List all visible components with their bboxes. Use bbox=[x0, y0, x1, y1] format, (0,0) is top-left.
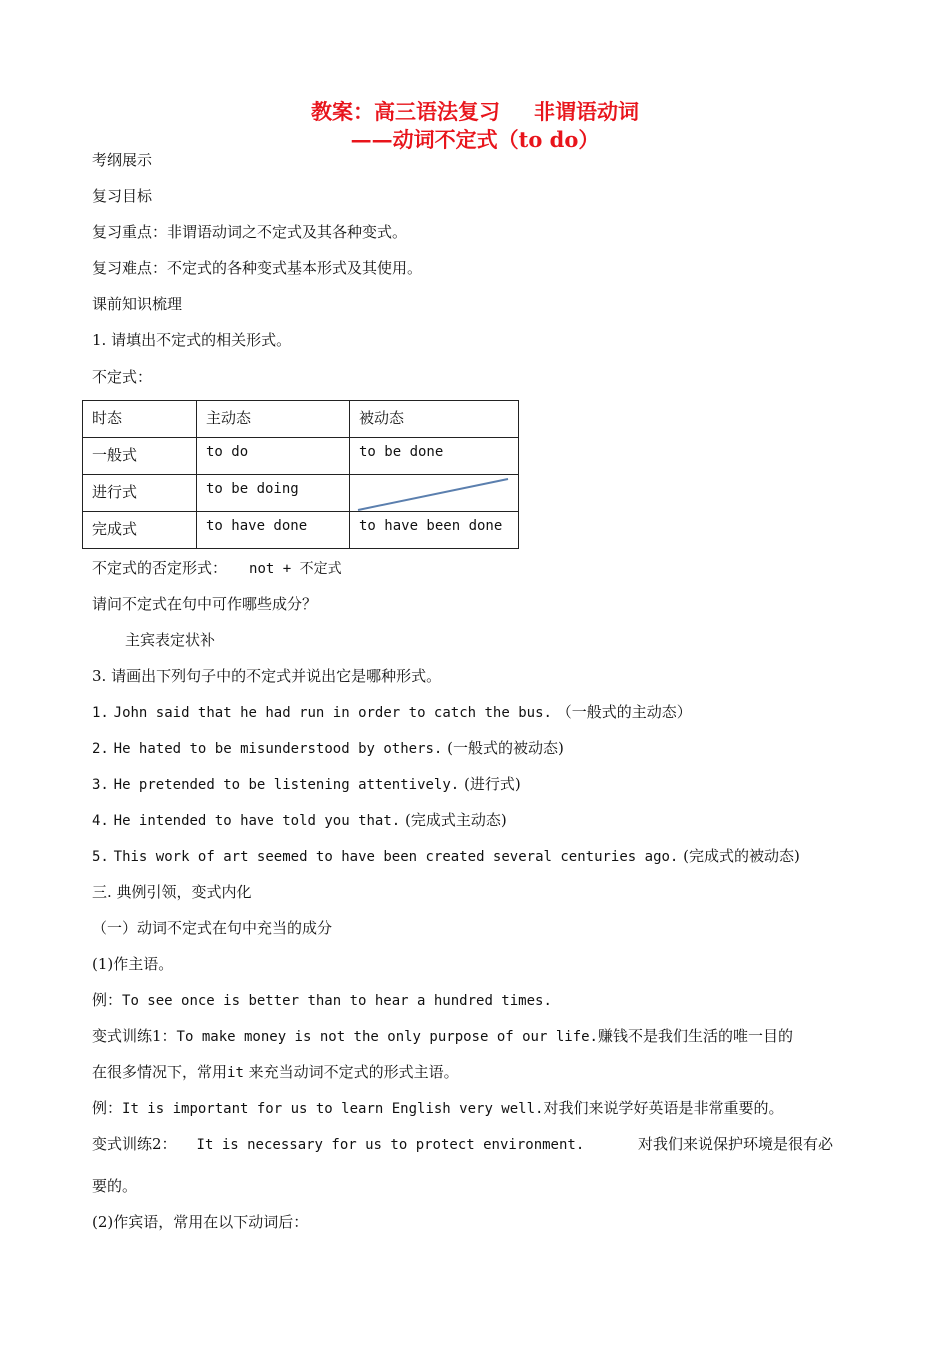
sentence-num: 2. bbox=[92, 741, 109, 757]
cell-active: to be doing bbox=[197, 475, 350, 512]
example-1 bbox=[92, 990, 552, 1011]
example-translation: 对我们来说学好英语是非常重要的。 bbox=[543, 1099, 784, 1117]
example-label: 例： bbox=[92, 1099, 123, 1117]
pre-class-heading: 课前知识梳理 bbox=[92, 295, 183, 313]
example-2 bbox=[92, 1098, 783, 1119]
drill-1 bbox=[92, 1026, 793, 1047]
note-text-a: 在很多情况下，常用 bbox=[92, 1063, 228, 1081]
negation-line bbox=[92, 558, 342, 579]
cell-tense: 一般式 bbox=[83, 438, 197, 475]
goals-heading: 复习目标 bbox=[92, 187, 153, 205]
table-header-row bbox=[83, 401, 519, 438]
sentence-note: (完成式主动态) bbox=[405, 811, 507, 829]
outline-heading: 考纲展示 bbox=[92, 151, 153, 169]
section-3-sub-1: （一）动词不定式在句中充当的成分 bbox=[92, 919, 333, 937]
negation-form: not + 不定式 bbox=[249, 561, 342, 577]
note-text-it: it bbox=[227, 1065, 244, 1081]
example-label: 例： bbox=[92, 991, 123, 1009]
example-text: It is important for us to learn English very well. bbox=[122, 1101, 544, 1117]
sentence-note: （一般式的主动态） bbox=[556, 703, 692, 721]
infinitive-label: 不定式： bbox=[92, 368, 153, 386]
drill-translation: 赚钱不是我们生活的唯一目的 bbox=[597, 1027, 793, 1045]
sentence-num: 5. bbox=[92, 849, 109, 865]
sentence-1 bbox=[92, 702, 692, 723]
drill-label: 变式训练2： bbox=[92, 1135, 177, 1153]
sentence-num: 3. bbox=[92, 777, 109, 793]
cell-passive: to have been done bbox=[350, 512, 519, 549]
question-2: 请问不定式在句中可作哪些成分？ bbox=[92, 595, 318, 613]
it-subject-note bbox=[92, 1062, 459, 1083]
cell-passive-empty bbox=[350, 475, 519, 512]
sentence-num: 4. bbox=[92, 813, 109, 829]
example-text: To see once is better than to hear a hundred times. bbox=[122, 993, 552, 1009]
title-line-2: ——动词不定式（to do） bbox=[350, 127, 600, 152]
sentence-5 bbox=[92, 846, 800, 867]
table-row bbox=[83, 512, 519, 549]
cell-tense: 进行式 bbox=[83, 475, 197, 512]
negation-label: 不定式的否定形式： bbox=[92, 559, 228, 577]
title-line-1 bbox=[0, 96, 950, 126]
cell-active: to have done bbox=[197, 512, 350, 549]
table-row bbox=[83, 438, 519, 475]
question-2-answer: 主宾表定状补 bbox=[125, 631, 216, 649]
question-1: 1. 请填出不定式的相关形式。 bbox=[92, 331, 292, 349]
sentence-2 bbox=[92, 738, 564, 759]
sentence-text: He hated to be misunderstood by others. bbox=[113, 741, 443, 757]
item-subject: (1)作主语。 bbox=[92, 955, 174, 973]
cell-passive: to be done bbox=[350, 438, 519, 475]
key-points: 复习重点：非谓语动词之不定式及其各种变式。 bbox=[92, 223, 408, 241]
sentence-text: He pretended to be listening attentively. bbox=[113, 777, 460, 793]
question-3: 3. 请画出下列句子中的不定式并说出它是哪种形式。 bbox=[92, 667, 442, 685]
infinitive-forms-table bbox=[82, 400, 519, 549]
cell-active: to do bbox=[197, 438, 350, 475]
item-object: (2)作宾语，常用在以下动词后： bbox=[92, 1213, 309, 1231]
drill-2-continued: 要的。 bbox=[92, 1177, 138, 1195]
title-part-1: 教案：高三语法复习 bbox=[311, 99, 500, 124]
sentence-4 bbox=[92, 810, 507, 831]
diagonal-slash bbox=[350, 475, 519, 512]
sentence-note: (一般式的被动态) bbox=[447, 739, 564, 757]
drill-text: To make money is not the only purpose of our life. bbox=[176, 1029, 598, 1045]
drill-2 bbox=[92, 1134, 862, 1155]
header-active: 主动态 bbox=[197, 401, 350, 438]
title-part-2: 非谓语动词 bbox=[534, 99, 639, 124]
difficulties: 复习难点：不定式的各种变式基本形式及其使用。 bbox=[92, 259, 423, 277]
table-row bbox=[83, 475, 519, 512]
header-passive: 被动态 bbox=[350, 401, 519, 438]
header-tense: 时态 bbox=[83, 401, 197, 438]
sentence-text: John said that he had run in order to catch the bus. bbox=[113, 705, 552, 721]
drill-label: 变式训练1： bbox=[92, 1027, 177, 1045]
drill-text: It is necessary for us to protect environment. bbox=[196, 1137, 585, 1153]
sentence-text: He intended to have told you that. bbox=[113, 813, 401, 829]
sentence-text: This work of art seemed to have been created several centuries ago. bbox=[113, 849, 679, 865]
section-3-heading: 三. 典例引领，变式内化 bbox=[92, 883, 252, 901]
sentence-3 bbox=[92, 774, 521, 795]
sentence-num: 1. bbox=[92, 705, 109, 721]
cell-tense: 完成式 bbox=[83, 512, 197, 549]
note-text-c: 来充当动词不定式的形式主语。 bbox=[248, 1063, 459, 1081]
sentence-note: (完成式的被动态) bbox=[683, 847, 800, 865]
sentence-note: (进行式) bbox=[464, 775, 521, 793]
drill-translation: 对我们来说保护环境是很有必 bbox=[638, 1135, 834, 1153]
